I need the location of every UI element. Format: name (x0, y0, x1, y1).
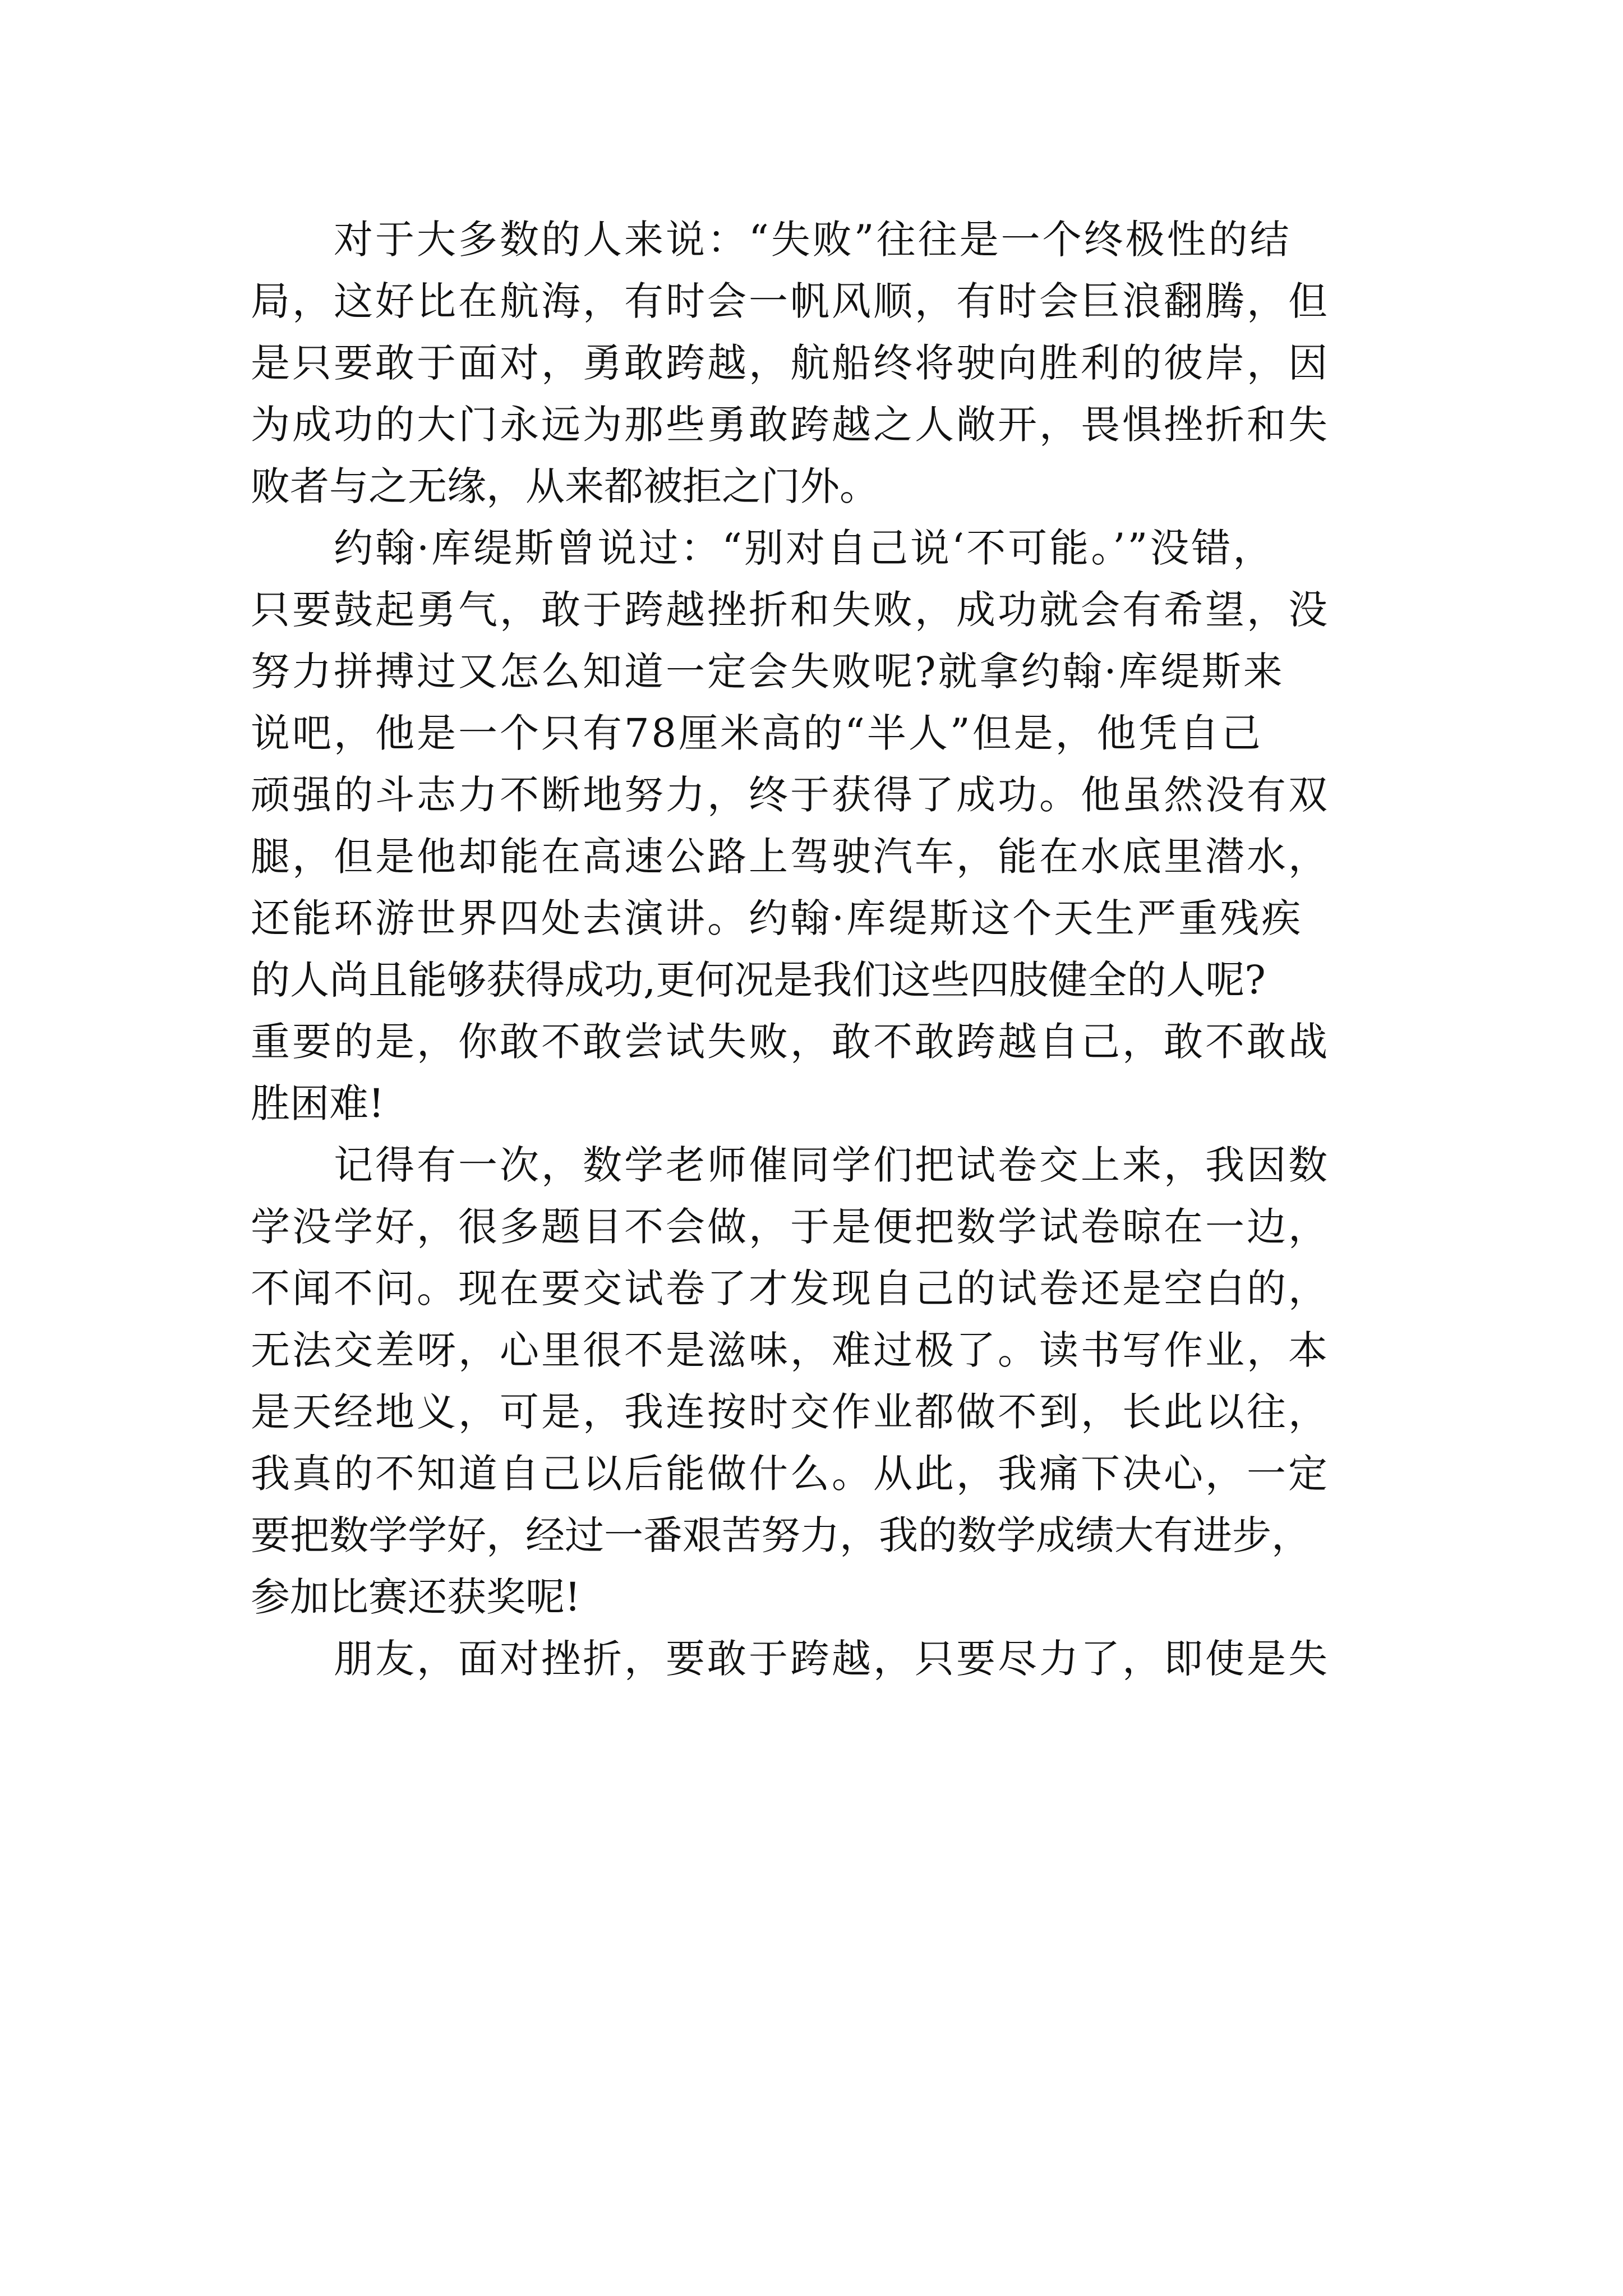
text-line: 朋友，面对挫折，要敢于跨越，只要尽力了，即使是失 (334, 1636, 1330, 1682)
text-line: 参加比赛还获奖呢! (251, 1574, 581, 1620)
paragraph-3 (251, 1134, 1372, 1628)
text-line: 学没学好，很多题目不会做，于是便把数学试卷晾在一边， (251, 1204, 1330, 1250)
text-line: 要把数学学好，经过一番艰苦努力，我的数学成绩大有进步， (251, 1512, 1311, 1558)
paragraph-1 (251, 209, 1372, 517)
text-line: 还能环游世界四处去演讲。约翰·库缇斯这个天生严重残疾 (251, 895, 1303, 941)
text-line: 只要鼓起勇气，敢于跨越挫折和失败，成功就会有希望，没 (251, 587, 1330, 633)
text-line: 为成功的大门永远为那些勇敢跨越之人敞开，畏惧挫折和失 (251, 402, 1330, 448)
text-line: 是只要敢于面对，勇敢跨越，航船终将驶向胜利的彼岸，因 (251, 340, 1330, 386)
text-line: 努力拼搏过又怎么知道一定会失败呢?就拿约翰·库缇斯来 (251, 648, 1285, 694)
text-line: 是天经地义，可是，我连按时交作业都做不到，长此以往， (251, 1389, 1330, 1435)
text-line: 不闻不问。现在要交试卷了才发现自己的试卷还是空白的， (251, 1266, 1330, 1312)
text-line: 的人尚且能够获得成功,更何况是我们这些四肢健全的人呢? (251, 957, 1266, 1003)
text-line: 我真的不知道自己以后能做什么。从此，我痛下决心，一定 (251, 1451, 1330, 1497)
text-line: 胜困难! (251, 1080, 385, 1126)
text-line: 败者与之无缘，从来都被拒之门外。 (251, 463, 879, 509)
paragraph-4 (251, 1628, 1372, 1690)
paragraph-2 (251, 517, 1372, 1134)
text-line: 腿，但是他却能在高速公路上驾驶汽车，能在水底里潜水， (251, 834, 1330, 880)
text-line: 重要的是，你敢不敢尝试失败，敢不敢跨越自己，敢不敢战 (251, 1019, 1330, 1065)
text-line: 局，这好比在航海，有时会一帆风顺，有时会巨浪翻腾，但 (251, 278, 1330, 324)
essay-body (251, 209, 1372, 1690)
text-line: 无法交差呀，心里很不是滋味，难过极了。读书写作业，本 (251, 1327, 1330, 1373)
text-line: 说吧，他是一个只有78厘米高的“半人”但是，他凭自己 (251, 710, 1263, 756)
text-line: 约翰·库缇斯曾说过：“别对自己说‘不可能。’”没错， (334, 525, 1275, 571)
text-line: 对于大多数的人来说：“失败”往往是一个终极性的结 (334, 217, 1292, 263)
text-line: 记得有一次，数学老师催同学们把试卷交上来，我因数 (334, 1142, 1330, 1188)
text-line: 顽强的斗志力不断地努力，终于获得了成功。他虽然没有双 (251, 772, 1330, 818)
